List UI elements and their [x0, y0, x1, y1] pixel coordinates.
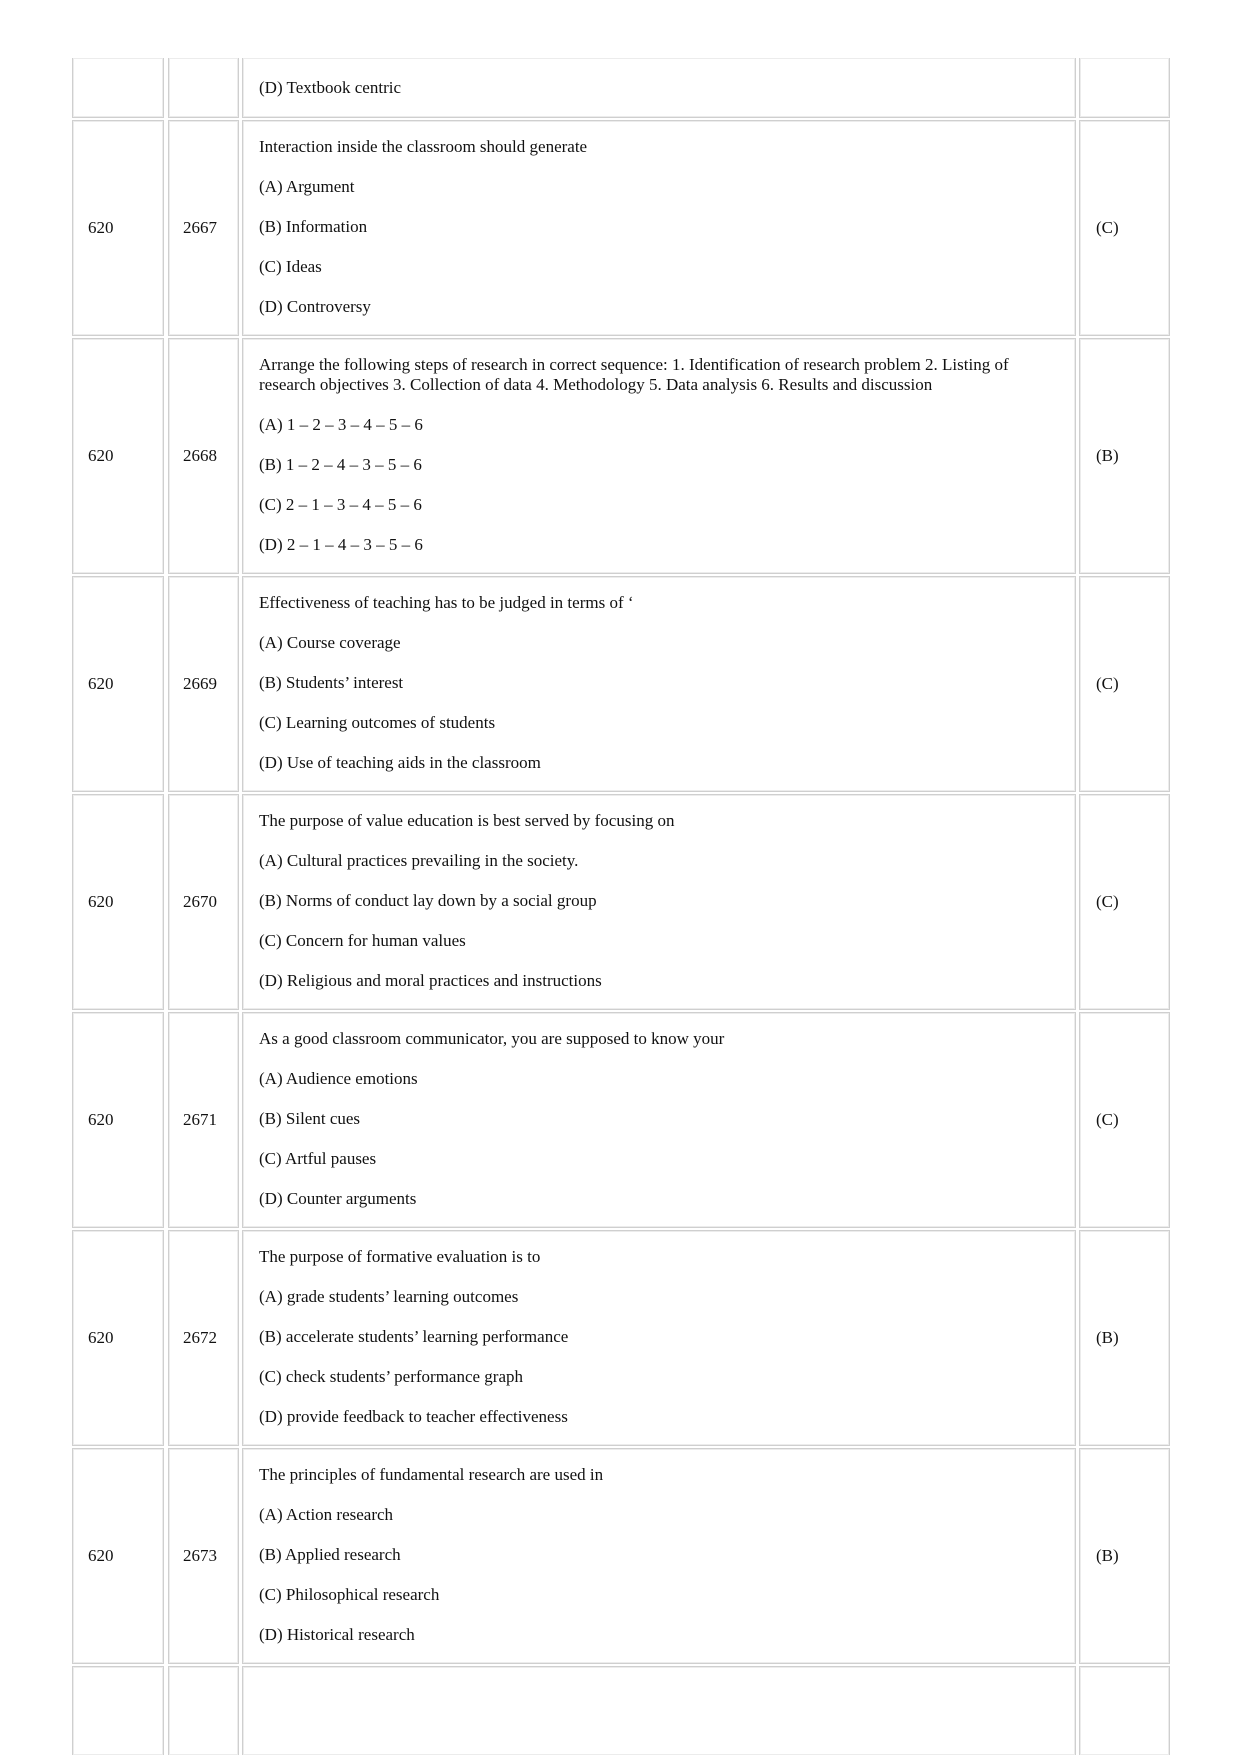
- answer-cell: [1079, 1666, 1170, 1755]
- option-c: (C) Artful pauses: [259, 1149, 377, 1168]
- question-id-cell: [168, 576, 239, 792]
- question-cell: [242, 338, 1076, 574]
- paper-cell: [72, 1012, 164, 1228]
- table-row: [72, 1448, 1170, 1664]
- table-row-continuation: [72, 1666, 1170, 1755]
- question-id-cell: [168, 1012, 239, 1228]
- answer-cell: [1079, 576, 1170, 792]
- paper-code: 620: [88, 1546, 114, 1565]
- paper-code: 620: [88, 446, 114, 465]
- paper-code: 620: [88, 1328, 114, 1347]
- question-id: 2670: [183, 892, 217, 911]
- paper-code: 620: [88, 1110, 114, 1129]
- option-d: (D) Use of teaching aids in the classroom: [259, 753, 541, 772]
- question-id-cell: [168, 58, 239, 118]
- option-d: (D) 2 – 1 – 4 – 3 – 5 – 6: [259, 535, 423, 554]
- question-id: 2669: [183, 674, 217, 693]
- option-d: (D) Counter arguments: [259, 1189, 417, 1208]
- answer-key: (B): [1096, 1546, 1119, 1565]
- paper-cell: [72, 794, 164, 1010]
- option-a: (A) Audience emotions: [259, 1069, 418, 1088]
- option-b: (B) Norms of conduct lay down by a social group: [259, 891, 597, 910]
- answer-cell: [1079, 120, 1170, 336]
- question-cell: [242, 120, 1076, 336]
- option-a: (A) Action research: [259, 1505, 394, 1524]
- option-a: (A) Cultural practices prevailing in the society.: [259, 851, 579, 870]
- option-c: (C) 2 – 1 – 3 – 4 – 5 – 6: [259, 495, 422, 514]
- option-d: (D) provide feedback to teacher effectiveness: [259, 1407, 568, 1426]
- answer-cell: [1079, 58, 1170, 118]
- answer-cell: [1079, 1230, 1170, 1446]
- table-row: [72, 576, 1170, 792]
- paper-cell: [72, 576, 164, 792]
- table-row-carryover: [72, 58, 1170, 118]
- question-cell: [242, 1012, 1076, 1228]
- question-text: As a good classroom communicator, you are supposed to know your: [259, 1029, 725, 1048]
- option-c: (C) Concern for human values: [259, 931, 466, 950]
- option-c: (C) Ideas: [259, 257, 322, 276]
- paper-cell: [72, 1666, 164, 1755]
- option-b: (B) Information: [259, 217, 368, 236]
- option-c: (C) check students’ performance graph: [259, 1367, 524, 1386]
- question-id-cell: [168, 120, 239, 336]
- answer-key: (C): [1096, 1110, 1119, 1129]
- option-d: (D) Textbook centric: [259, 78, 402, 97]
- answer-cell: [1079, 1012, 1170, 1228]
- question-cell: [242, 1666, 1076, 1755]
- answer-cell: [1079, 794, 1170, 1010]
- question-id-cell: [168, 1666, 239, 1755]
- option-a: (A) 1 – 2 – 3 – 4 – 5 – 6: [259, 415, 423, 434]
- answer-key: (B): [1096, 446, 1119, 465]
- paper-cell: [72, 1448, 164, 1664]
- question-id-cell: [168, 794, 239, 1010]
- paper-cell: [72, 120, 164, 336]
- question-id-cell: [168, 1230, 239, 1446]
- table-row: [72, 338, 1170, 574]
- question-id: 2668: [183, 446, 217, 465]
- question-cell: [242, 576, 1076, 792]
- answer-key: (C): [1096, 892, 1119, 911]
- option-b: (B) Students’ interest: [259, 673, 404, 692]
- option-b: (B) accelerate students’ learning performance: [259, 1327, 569, 1346]
- option-a: (A) grade students’ learning outcomes: [259, 1287, 519, 1306]
- option-a: (A) Course coverage: [259, 633, 401, 652]
- question-text: Effectiveness of teaching has to be judged in terms of ‘: [259, 593, 634, 612]
- option-b: (B) 1 – 2 – 4 – 3 – 5 – 6: [259, 455, 422, 474]
- paper-cell: [72, 1230, 164, 1446]
- answer-cell: [1079, 338, 1170, 574]
- question-cell: [242, 58, 1076, 118]
- question-text: Arrange the following steps of research in correct sequence: 1. Identification of research problem 2. Listing of research objectives 3. Collection of data 4. Methodology 5. Data analysis 6. Results and discussion: [259, 355, 1009, 394]
- option-b: (B) Silent cues: [259, 1109, 361, 1128]
- answer-key: (C): [1096, 674, 1119, 693]
- table-row: [72, 1230, 1170, 1446]
- question-cell: [242, 1230, 1076, 1446]
- option-d: (D) Historical research: [259, 1625, 415, 1644]
- table-row: [72, 794, 1170, 1010]
- option-b: (B) Applied research: [259, 1545, 401, 1564]
- question-id: 2673: [183, 1546, 217, 1565]
- option-c: (C) Philosophical research: [259, 1585, 440, 1604]
- question-id-cell: [168, 1448, 239, 1664]
- table-row: [72, 120, 1170, 336]
- paper-code: 620: [88, 218, 114, 237]
- option-a: (A) Argument: [259, 177, 355, 196]
- answer-key: (B): [1096, 1328, 1119, 1347]
- question-id: 2671: [183, 1110, 217, 1129]
- question-text: Interaction inside the classroom should generate: [259, 137, 588, 156]
- question-text: The purpose of formative evaluation is to: [259, 1247, 541, 1266]
- table-row: [72, 1012, 1170, 1228]
- option-d: (D) Religious and moral practices and instructions: [259, 971, 602, 990]
- paper-cell: [72, 58, 164, 118]
- question-cell: [242, 1448, 1076, 1664]
- option-c: (C) Learning outcomes of students: [259, 713, 496, 732]
- paper-cell: [72, 338, 164, 574]
- question-text: The purpose of value education is best served by focusing on: [259, 811, 675, 830]
- question-text: The principles of fundamental research are used in: [259, 1465, 604, 1484]
- paper-code: 620: [88, 892, 114, 911]
- question-cell: [242, 794, 1076, 1010]
- answer-cell: [1079, 1448, 1170, 1664]
- question-id: 2667: [183, 218, 217, 237]
- paper-code: 620: [88, 674, 114, 693]
- question-id-cell: [168, 338, 239, 574]
- answer-key: (C): [1096, 218, 1119, 237]
- question-id: 2672: [183, 1328, 217, 1347]
- option-d: (D) Controversy: [259, 297, 371, 316]
